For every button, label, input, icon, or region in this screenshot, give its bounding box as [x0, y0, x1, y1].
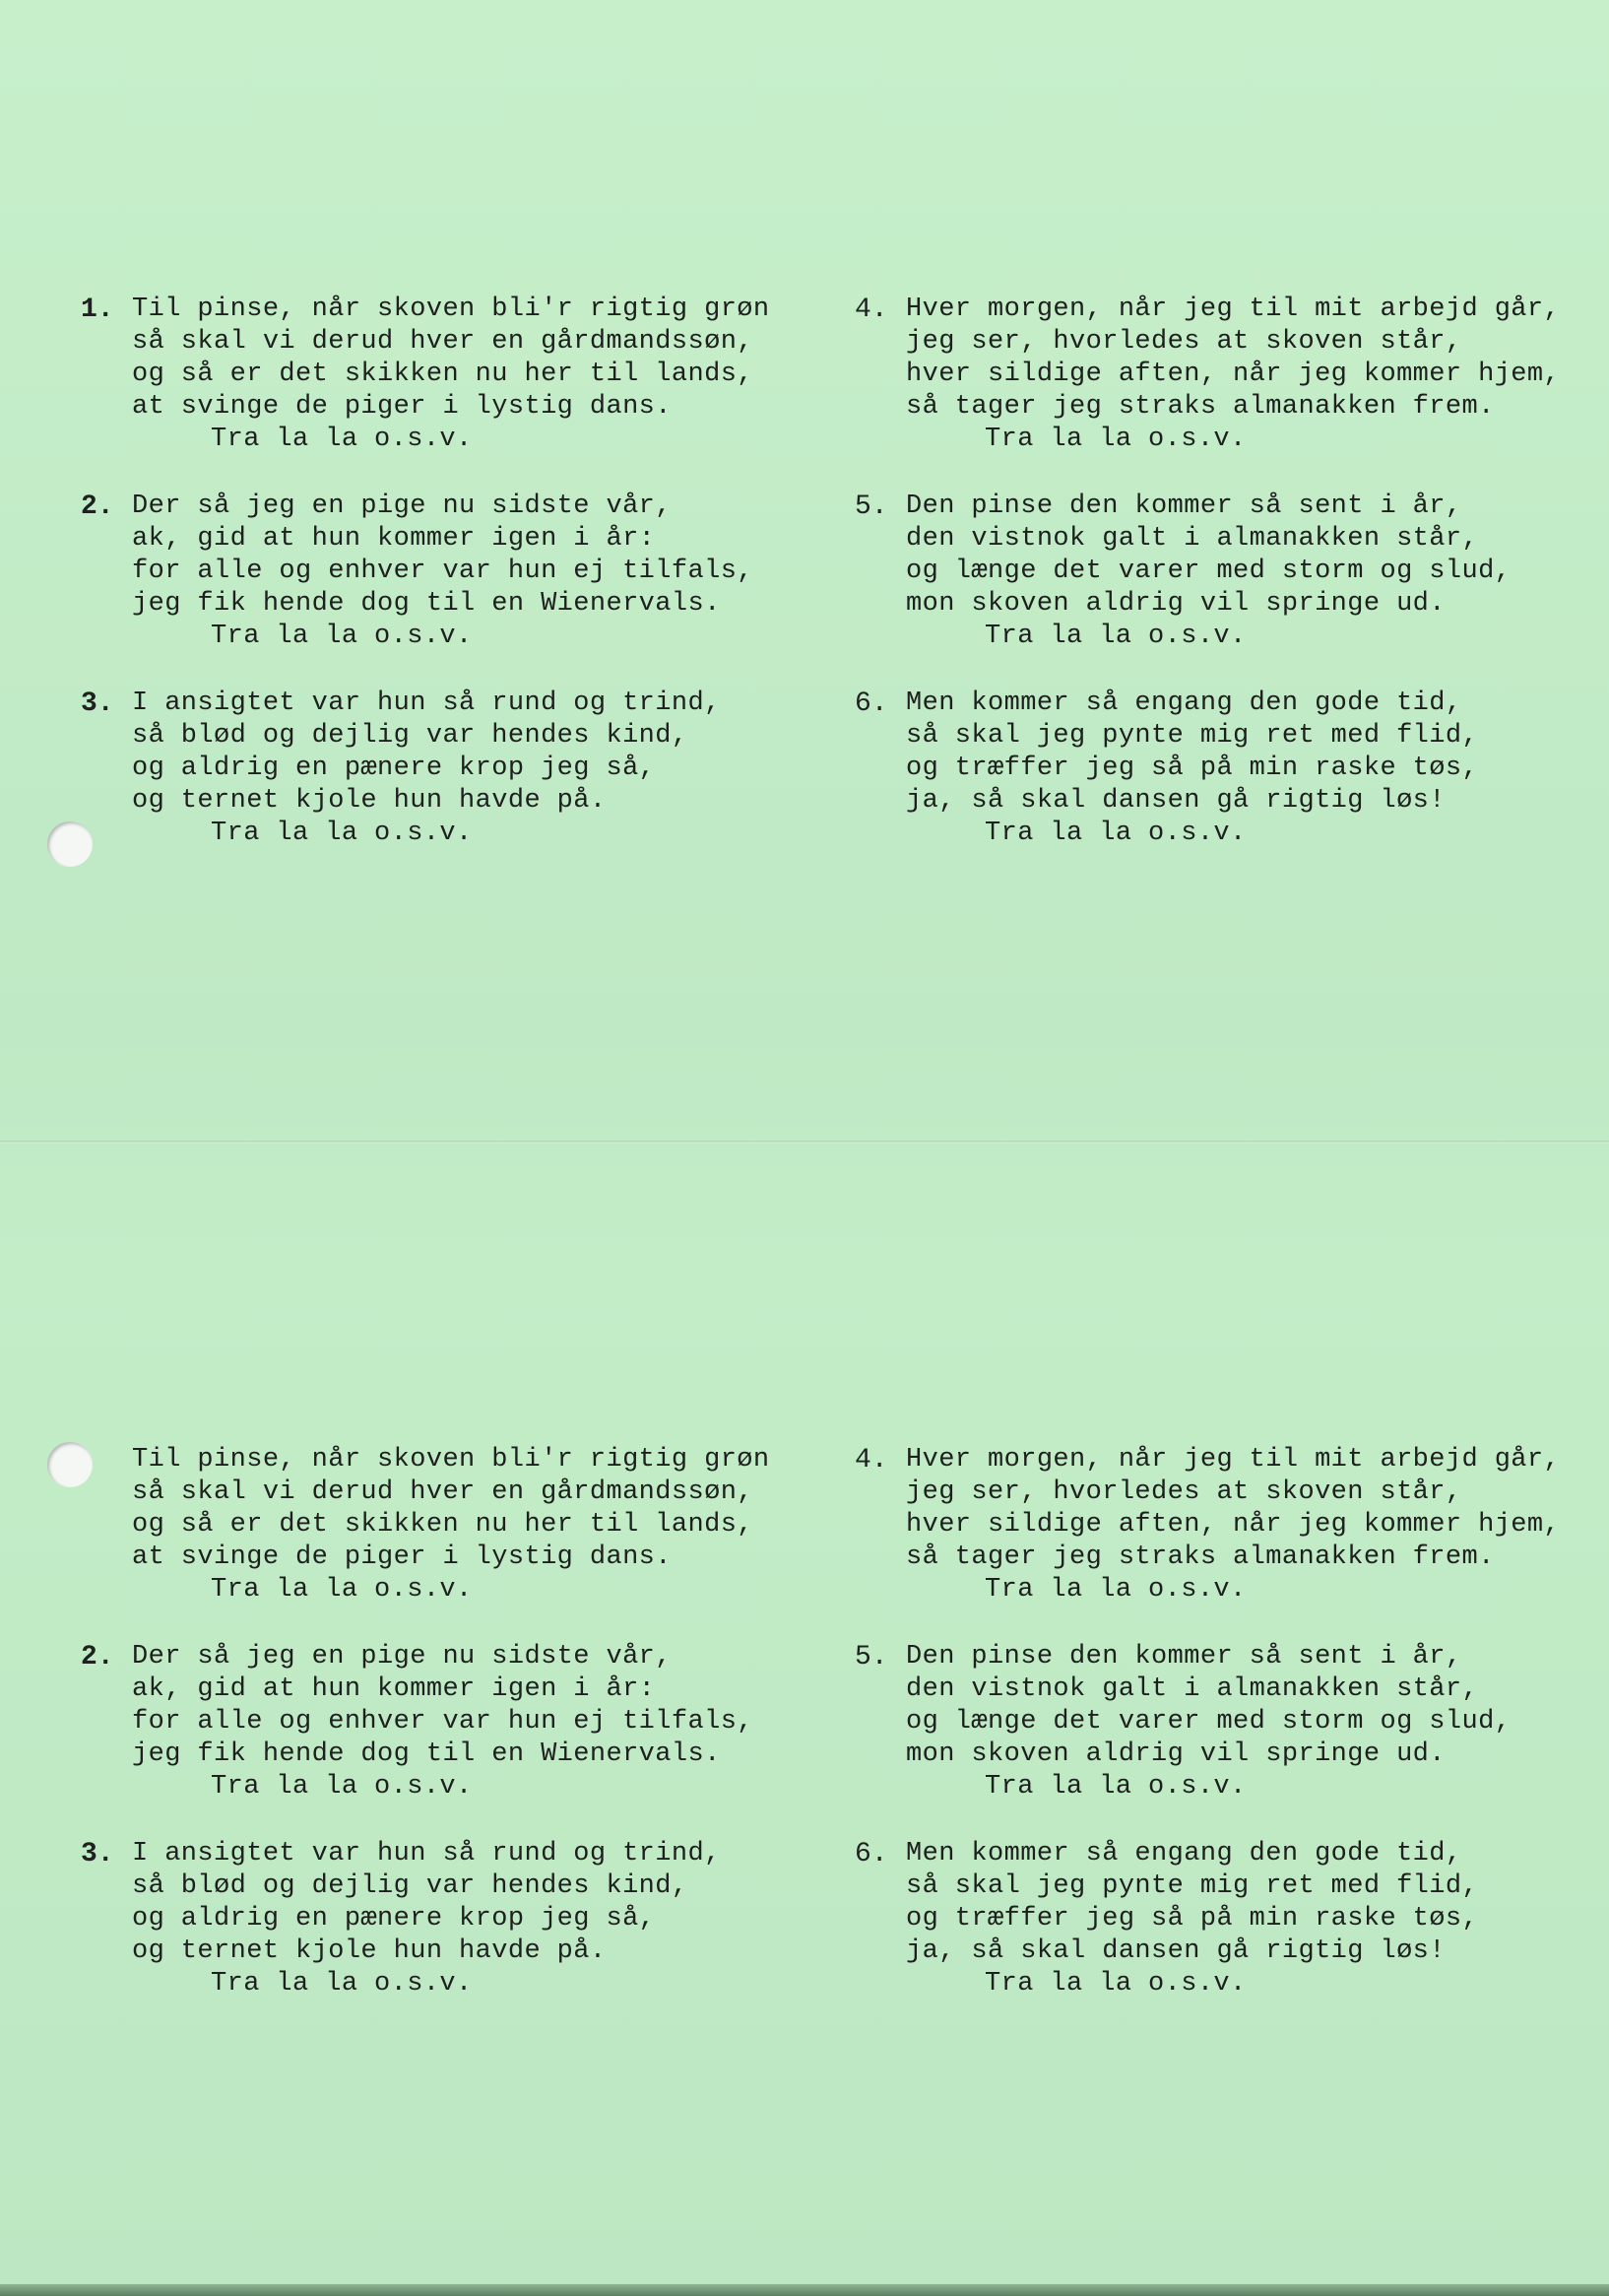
verse-number: 2.: [81, 1642, 114, 1673]
lower-left-column: [81, 1444, 790, 2035]
verse-line: og ternet kjole hun havde på.: [132, 786, 607, 816]
verse-line: jeg fik hende dog til en Wienervals.: [132, 589, 721, 619]
refrain-line: Tra la la o.s.v.: [211, 1969, 473, 1999]
verse-line: så skal vi derud hver en gårdmandssøn,: [132, 1477, 753, 1507]
verse-6-copy: [855, 1838, 1583, 2035]
refrain-line: Tra la la o.s.v.: [211, 819, 473, 848]
verse-line: ja, så skal dansen gå rigtig løs!: [906, 786, 1446, 816]
verse-number: 2.: [81, 492, 114, 522]
verse-line: mon skoven aldrig vil springe ud.: [906, 1739, 1446, 1769]
verse-line: hver sildige aften, når jeg kommer hjem,: [906, 1510, 1561, 1540]
verse-number: 5.: [855, 1642, 888, 1673]
verse-5-copy: [855, 1641, 1583, 1838]
verse-number: 4.: [855, 295, 888, 325]
verse-2-copy: [81, 1641, 790, 1838]
verse-number: 3.: [81, 1839, 114, 1870]
verse-number: 5.: [855, 492, 888, 522]
refrain-line: Tra la la o.s.v.: [985, 622, 1247, 651]
verse-line: Der så jeg en pige nu sidste vår,: [132, 1642, 672, 1672]
verse-line: og længe det varer med storm og slud,: [906, 557, 1512, 586]
verse-line: og længe det varer med storm og slud,: [906, 1707, 1512, 1737]
verse-line: Men kommer så engang den gode tid,: [906, 689, 1462, 718]
verse-line: og så er det skikken nu her til lands,: [132, 1510, 753, 1540]
verse-line: for alle og enhver var hun ej tilfals,: [132, 557, 753, 586]
paper-bottom-edge: [0, 2284, 1609, 2296]
refrain-line: Tra la la o.s.v.: [211, 1575, 473, 1605]
verse-line: at svinge de piger i lystig dans.: [132, 392, 672, 422]
verse-line: Til pinse, når skoven bli'r rigtig grøn: [132, 1445, 770, 1475]
verse-line: og ternet kjole hun havde på.: [132, 1936, 607, 1966]
verse-line: I ansigtet var hun så rund og trind,: [132, 1839, 721, 1869]
verse-5: [855, 491, 1583, 688]
verse-line: og så er det skikken nu her til lands,: [132, 360, 753, 389]
verse-line: Til pinse, når skoven bli'r rigtig grøn: [132, 295, 770, 324]
verse-line: jeg ser, hvorledes at skoven står,: [906, 327, 1462, 357]
verse-line: så blød og dejlig var hendes kind,: [132, 1871, 688, 1901]
verse-line: Den pinse den kommer så sent i år,: [906, 492, 1462, 521]
refrain-line: Tra la la o.s.v.: [985, 425, 1247, 454]
verse-line: ak, gid at hun kommer igen i år:: [132, 1674, 656, 1704]
upper-right-column: [855, 294, 1583, 885]
verse-line: så skal jeg pynte mig ret med flid,: [906, 1871, 1479, 1901]
refrain-line: Tra la la o.s.v.: [211, 425, 473, 454]
verse-line: Hver morgen, når jeg til mit arbejd går,: [906, 1445, 1561, 1475]
refrain-line: Tra la la o.s.v.: [211, 622, 473, 651]
verse-4-copy: [855, 1444, 1583, 1641]
lower-copy: [0, 1444, 1609, 2193]
refrain-line: Tra la la o.s.v.: [985, 1772, 1247, 1802]
verse-number: 6.: [855, 689, 888, 719]
verse-line: og træffer jeg så på min raske tøs,: [906, 754, 1479, 783]
verse-line: så skal jeg pynte mig ret med flid,: [906, 721, 1479, 751]
verse-number: 1.: [81, 295, 114, 325]
verse-2: [81, 491, 790, 688]
verse-line: Den pinse den kommer så sent i år,: [906, 1642, 1462, 1672]
lower-right-column: [855, 1444, 1583, 2035]
verse-line: så tager jeg straks almanakken frem.: [906, 392, 1495, 422]
verse-line: og aldrig en pænere krop jeg så,: [132, 1904, 656, 1934]
verse-line: I ansigtet var hun så rund og trind,: [132, 689, 721, 718]
verse-line: så tager jeg straks almanakken frem.: [906, 1542, 1495, 1572]
verse-number: 4.: [855, 1445, 888, 1476]
verse-line: ak, gid at hun kommer igen i år:: [132, 524, 656, 554]
refrain-line: Tra la la o.s.v.: [985, 819, 1247, 848]
refrain-line: Tra la la o.s.v.: [985, 1575, 1247, 1605]
verse-line: mon skoven aldrig vil springe ud.: [906, 589, 1446, 619]
refrain-line: Tra la la o.s.v.: [985, 1969, 1247, 1999]
verse-line: Men kommer så engang den gode tid,: [906, 1839, 1462, 1869]
verse-number: 6.: [855, 1839, 888, 1870]
verse-line: så blød og dejlig var hendes kind,: [132, 721, 688, 751]
verse-line: jeg fik hende dog til en Wienervals.: [132, 1739, 721, 1769]
verse-3: [81, 688, 790, 885]
verse-line: og aldrig en pænere krop jeg så,: [132, 754, 656, 783]
upper-left-column: [81, 294, 790, 885]
verse-3-copy: [81, 1838, 790, 2035]
verse-6: [855, 688, 1583, 885]
verse-1: [81, 294, 790, 491]
refrain-line: Tra la la o.s.v.: [211, 1772, 473, 1802]
verse-line: Der så jeg en pige nu sidste vår,: [132, 492, 672, 521]
verse-line: Hver morgen, når jeg til mit arbejd går,: [906, 295, 1561, 324]
verse-line: og træffer jeg så på min raske tøs,: [906, 1904, 1479, 1934]
verse-4: [855, 294, 1583, 491]
verse-number: 3.: [81, 689, 114, 719]
verse-line: at svinge de piger i lystig dans.: [132, 1542, 672, 1572]
verse-line: ja, så skal dansen gå rigtig løs!: [906, 1936, 1446, 1966]
paper-fold-line: [0, 1141, 1609, 1144]
verse-line: hver sildige aften, når jeg kommer hjem,: [906, 360, 1561, 389]
verse-line: den vistnok galt i almanakken står,: [906, 524, 1479, 554]
verse-line: så skal vi derud hver en gårdmandssøn,: [132, 327, 753, 357]
verse-line: jeg ser, hvorledes at skoven står,: [906, 1477, 1462, 1507]
upper-copy: [0, 294, 1609, 1042]
verse-line: for alle og enhver var hun ej tilfals,: [132, 1707, 753, 1737]
verse-1-copy: [81, 1444, 790, 1641]
verse-line: den vistnok galt i almanakken står,: [906, 1674, 1479, 1704]
